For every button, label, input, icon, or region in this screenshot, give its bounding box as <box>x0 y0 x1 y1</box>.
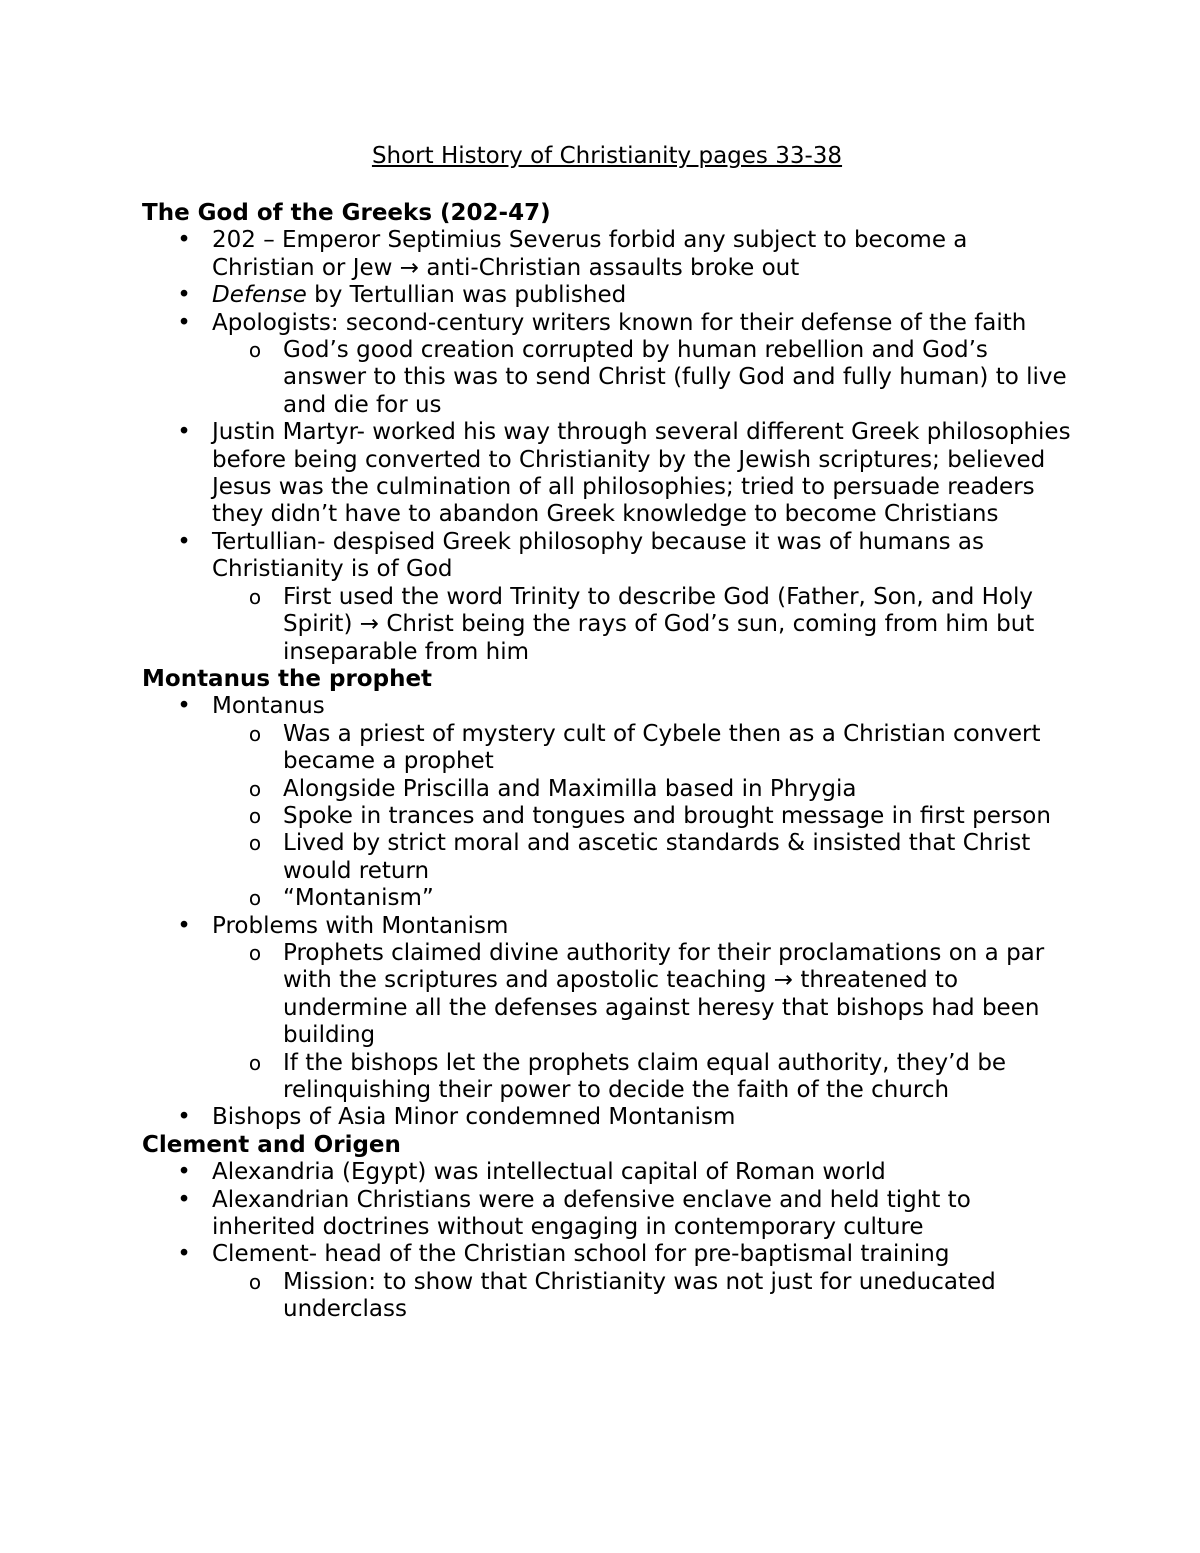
sub-list-item <box>248 802 1072 830</box>
item-text: Problems with Montanism <box>212 912 509 939</box>
sub-list-item <box>248 720 1072 776</box>
italic-term: Defense <box>212 282 307 309</box>
list-item <box>177 1104 1072 1131</box>
bullet-icon: • <box>177 227 191 254</box>
list-item <box>177 912 1072 1105</box>
sub-item-text: “Montanism” <box>283 885 434 912</box>
bullet-icon: • <box>177 1241 191 1268</box>
document-body <box>142 200 1072 1324</box>
sub-item-text: Prophets claimed divine authority for their proclamations on a par with the scriptures and apostolic teaching → threatened to undermine all the defenses against heresy that bishops had been building <box>283 939 1045 1049</box>
list-item <box>177 419 1072 529</box>
document-page <box>142 138 1072 1324</box>
list-item <box>177 528 1072 666</box>
item-text: Alexandrian Christians were a defensive enclave and held tight to inherited doctrines without engaging in contemporary culture <box>212 1186 971 1241</box>
bullet-icon: • <box>177 1186 191 1213</box>
sub-item-text: If the bishops let the prophets claim equal authority, they’d be relinquishing their power to decide the faith of the church <box>283 1049 1007 1103</box>
sub-item-text: Mission: to show that Christianity was not just for uneducated underclass <box>283 1268 996 1323</box>
section-3 <box>142 1132 1072 1324</box>
list-item <box>177 693 1072 912</box>
sub-list-item <box>248 775 1072 803</box>
document-title: Short History of Christianity pages 33-38 <box>371 143 843 169</box>
item-text: Clement- head of the Christian school for pre-baptismal training <box>212 1241 950 1268</box>
sub-item-text: Alongside Priscilla and Maximilla based in Phrygia <box>283 775 857 802</box>
sub-list-item <box>248 830 1072 885</box>
list-item <box>177 309 1072 420</box>
sub-bullet-list <box>212 940 1072 1104</box>
section-1 <box>142 200 1072 666</box>
section-heading: The God of the Greeks (202-47) <box>142 200 551 226</box>
item-text: Alexandria (Egypt) was intellectual capital of Roman world <box>212 1159 886 1186</box>
bullet-icon: • <box>177 1159 191 1186</box>
item-text: Justin Martyr- worked his way through several different Greek philosophies before being converted to Christianity by the Jewish scriptures; believed Jesus was the culmination of all philosophies; tried to persuade readers they didn’t have to abandon Greek knowledge to become Christians <box>212 419 1071 528</box>
circle-bullet-icon: o <box>248 803 262 828</box>
bullet-icon: • <box>177 419 191 446</box>
sub-list-item <box>248 337 1072 419</box>
list-item <box>177 1159 1072 1186</box>
item-text: 202 – Emperor Septimius Severus forbid any subject to become a Christian or Jew → anti-Christian assaults broke out <box>212 227 968 281</box>
item-text: Apologists: second-century writers known for their defense of the faith <box>212 309 1027 336</box>
bullet-icon: • <box>177 309 191 336</box>
sub-bullet-list <box>212 337 1072 419</box>
sub-bullet-list <box>212 721 1072 913</box>
bullet-list <box>142 693 1072 1132</box>
sub-list-item <box>248 885 1072 912</box>
sub-list-item <box>248 1268 1072 1324</box>
circle-bullet-icon: o <box>248 1269 262 1294</box>
sub-list-item <box>248 1049 1072 1105</box>
item-text: by Tertullian was published <box>306 282 627 309</box>
bullet-list <box>142 1159 1072 1323</box>
circle-bullet-icon: o <box>248 1050 262 1075</box>
sub-item-text: Lived by strict moral and ascetic standards & insisted that Christ would return <box>283 830 1031 884</box>
sub-list-item <box>248 939 1072 1050</box>
sub-item-text: Was a priest of mystery cult of Cybele then as a Christian convert became a prophet <box>283 720 1041 775</box>
sub-item-text: God’s good creation corrupted by human rebellion and God’s answer to this was to send Christ (fully God and fully human) to live and die for us <box>283 337 1067 418</box>
section-2 <box>142 666 1072 1132</box>
circle-bullet-icon: o <box>248 776 262 801</box>
section-heading: Montanus the prophet <box>142 665 433 692</box>
bullet-icon: • <box>177 282 191 309</box>
bullet-icon: • <box>177 1104 191 1131</box>
circle-bullet-icon: o <box>248 831 262 856</box>
sub-item-text: First used the word Trinity to describe God (Father, Son, and Holy Spirit) → Christ being the rays of God’s sun, coming from him but inseparable from him <box>283 583 1035 665</box>
bullet-icon: • <box>177 693 191 720</box>
circle-bullet-icon: o <box>248 886 262 911</box>
circle-bullet-icon: o <box>248 721 262 746</box>
list-item <box>177 1186 1072 1242</box>
list-item <box>177 282 1072 309</box>
list-item <box>177 1241 1072 1323</box>
bullet-list <box>142 227 1072 666</box>
circle-bullet-icon: o <box>248 940 262 965</box>
circle-bullet-icon: o <box>248 338 262 363</box>
list-item <box>177 227 1072 282</box>
item-text: Montanus <box>212 693 325 720</box>
sub-item-text: Spoke in trances and tongues and brought message in first person <box>283 802 1051 829</box>
bullet-icon: • <box>177 912 191 939</box>
circle-bullet-icon: o <box>248 584 262 609</box>
sub-bullet-list <box>212 1269 1072 1324</box>
sub-list-item <box>248 583 1072 666</box>
section-heading: Clement and Origen <box>142 1131 401 1158</box>
item-text: Bishops of Asia Minor condemned Montanism <box>212 1104 736 1131</box>
bullet-icon: • <box>177 528 191 555</box>
item-text: Tertullian- despised Greek philosophy because it was of humans as Christianity is of God <box>212 528 984 583</box>
sub-bullet-list <box>212 584 1072 666</box>
